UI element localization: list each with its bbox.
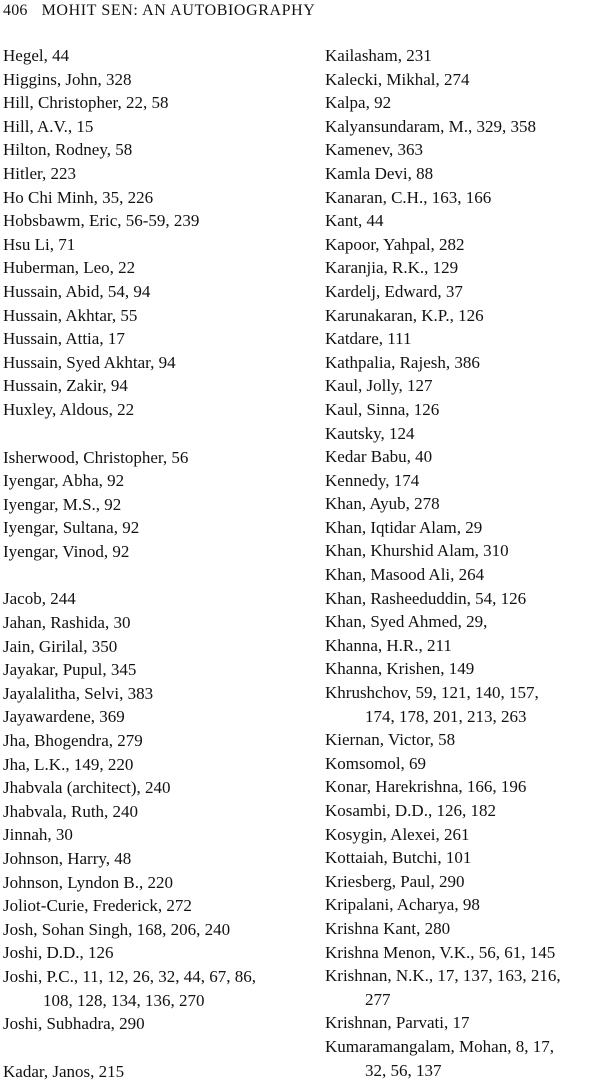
- index-entry: Kalyansundaram, M., 329, 358: [325, 116, 537, 136]
- page-number: 406: [3, 2, 28, 19]
- index-entry: Kailasham, 231: [325, 46, 432, 65]
- index-entry: Kottaiah, Butchi, 101: [325, 848, 472, 868]
- index-entry: Hill, A.V., 15: [3, 116, 94, 136]
- index-entry: Karunakaran, K.P., 126: [325, 305, 484, 325]
- index-entry: Jahan, Rashida, 30: [3, 613, 131, 633]
- index-entry: Kedar Babu, 40: [325, 447, 433, 467]
- index-entry: Khan, Syed Ahmed, 29,: [325, 612, 488, 632]
- index-entry: Hegel, 44: [3, 46, 70, 65]
- index-entry: Khrushchov, 59, 121, 140, 157,: [325, 683, 539, 703]
- index-entry: Kaul, Jolly, 127: [325, 376, 433, 396]
- index-entry: Khan, Iqtidar Alam, 29: [325, 517, 483, 537]
- index-entry: Jhabvala (architect), 240: [3, 778, 171, 798]
- index-entry: Jain, Girilal, 350: [3, 636, 118, 656]
- index-entry: Krishnan, N.K., 17, 137, 163, 216,: [325, 966, 561, 986]
- index-entry: Jinnah, 30: [3, 825, 73, 845]
- index-entry: Jayakar, Pupul, 345: [3, 660, 137, 680]
- index-entry: Hobsbawm, Eric, 56-59, 239: [3, 211, 200, 231]
- index-entry: Khan, Rasheeduddin, 54, 126: [325, 588, 527, 608]
- index-entry: Khan, Ayub, 278: [325, 494, 440, 514]
- index-entry: Khan, Masood Ali, 264: [325, 565, 485, 585]
- index-column-right: [325, 44, 600, 1082]
- index-entry: Joshi, P.C., 11, 12, 26, 32, 44, 67, 86,: [3, 966, 256, 986]
- index-entry: Kamenev, 363: [325, 140, 424, 160]
- index-entry: Iyengar, M.S., 92: [3, 494, 122, 514]
- index-entry: Iyengar, Vinod, 92: [3, 541, 130, 561]
- index-entry: Kamla Devi, 88: [325, 163, 434, 183]
- index-entry: Khanna, H.R., 211: [325, 635, 452, 655]
- index-entry: Kant, 44: [325, 211, 384, 231]
- index-entry: Khan, Khurshid Alam, 310: [325, 541, 509, 561]
- index-entry: Iyengar, Abha, 92: [3, 471, 125, 491]
- index-entry: Krishnan, Parvati, 17: [325, 1013, 470, 1033]
- index-entry: Joshi, D.D., 126: [3, 943, 114, 963]
- index-entry: Kosygin, Alexei, 261: [325, 824, 470, 844]
- index-entry: Hitler, 223: [3, 163, 76, 183]
- index-entry: Hussain, Attia, 17: [3, 329, 125, 349]
- index-entry: Kumaramangalam, Mohan, 8, 17,: [325, 1036, 554, 1056]
- index-entry: Jacob, 244: [3, 589, 76, 609]
- index-entry: Ho Chi Minh, 35, 226: [3, 187, 154, 207]
- index-entry: Kadar, Janos, 215: [3, 1061, 125, 1081]
- index-entry: Hussain, Abid, 54, 94: [3, 281, 151, 301]
- index-entry: Kriesberg, Paul, 290: [325, 871, 465, 891]
- index-entry: Hussain, Akhtar, 55: [3, 305, 138, 325]
- index-entry: Kalpa, 92: [325, 93, 392, 113]
- index-entry: Kaul, Sinna, 126: [325, 399, 440, 419]
- index-entry: Johnson, Harry, 48: [3, 849, 132, 868]
- index-entry: Kardelj, Edward, 37: [325, 281, 463, 301]
- index-entry: Jhabvala, Ruth, 240: [3, 801, 139, 821]
- index-entry: Kalecki, Mikhal, 274: [325, 69, 470, 89]
- index-entry: Krishna Menon, V.K., 56, 61, 145: [325, 942, 556, 962]
- index-entry: Kiernan, Victor, 58: [325, 730, 456, 750]
- index-entry-continuation: 108, 128, 134, 136, 270: [43, 990, 205, 1010]
- index-entry-continuation: 277: [365, 989, 391, 1009]
- index-entry: Kripalani, Acharya, 98: [325, 895, 480, 915]
- letter-group-gap: [3, 422, 313, 446]
- index-column-left: [3, 44, 313, 1083]
- index-entry: Hussain, Zakir, 94: [3, 376, 128, 396]
- index-entry: Karanjia, R.K., 129: [325, 258, 459, 278]
- letter-group-gap: [3, 563, 313, 587]
- index-entry: Johnson, Lyndon B., 220: [3, 872, 174, 892]
- running-header: [3, 2, 315, 20]
- index-entry: Josh, Sohan Singh, 168, 206, 240: [3, 919, 231, 939]
- index-entry: Higgins, John, 328: [3, 69, 132, 89]
- index-entry: Khanna, Krishen, 149: [325, 659, 475, 679]
- index-entry: Krishna Kant, 280: [325, 918, 451, 938]
- index-entry: Joshi, Subhadra, 290: [3, 1014, 145, 1034]
- index-entry: Katdare, 111: [325, 329, 412, 349]
- index-entry: Huxley, Aldous, 22: [3, 399, 135, 419]
- index-entry: Konar, Harekrishna, 166, 196: [325, 777, 527, 797]
- index-entry: Kapoor, Yahpal, 282: [325, 234, 465, 254]
- index-entry: Hussain, Syed Akhtar, 94: [3, 352, 176, 372]
- index-entry: Kennedy, 174: [325, 470, 420, 490]
- letter-group-gap: [3, 1036, 313, 1060]
- index-entry: Komsomol, 69: [325, 753, 427, 773]
- index-entry: Isherwood, Christopher, 56: [3, 447, 189, 467]
- index-entry: Iyengar, Sultana, 92: [3, 518, 140, 538]
- index-entry: Kathpalia, Rajesh, 386: [325, 352, 480, 372]
- running-title: MOHIT SEN: AN AUTOBIOGRAPHY: [41, 2, 316, 19]
- index-entry: Kosambi, D.D., 126, 182: [325, 801, 496, 820]
- index-entry: Joliot-Curie, Frederick, 272: [3, 896, 192, 916]
- index-entry: Jayalalitha, Selvi, 383: [3, 683, 154, 703]
- index-entry: Kautsky, 124: [325, 423, 415, 443]
- index-entry: Huberman, Leo, 22: [3, 258, 136, 278]
- index-entry: Kanaran, C.H., 163, 166: [325, 187, 492, 207]
- index-entry: Jayawardene, 369: [3, 707, 125, 727]
- index-entry-continuation: 32, 56, 137: [365, 1060, 442, 1080]
- index-entry: Jha, L.K., 149, 220: [3, 754, 134, 774]
- index-entry: Jha, Bhogendra, 279: [3, 731, 143, 751]
- index-entry: Hill, Christopher, 22, 58: [3, 93, 169, 113]
- index-entry-continuation: 174, 178, 201, 213, 263: [365, 706, 527, 726]
- index-entry: Hsu Li, 71: [3, 234, 76, 254]
- index-entry: Hilton, Rodney, 58: [3, 140, 133, 160]
